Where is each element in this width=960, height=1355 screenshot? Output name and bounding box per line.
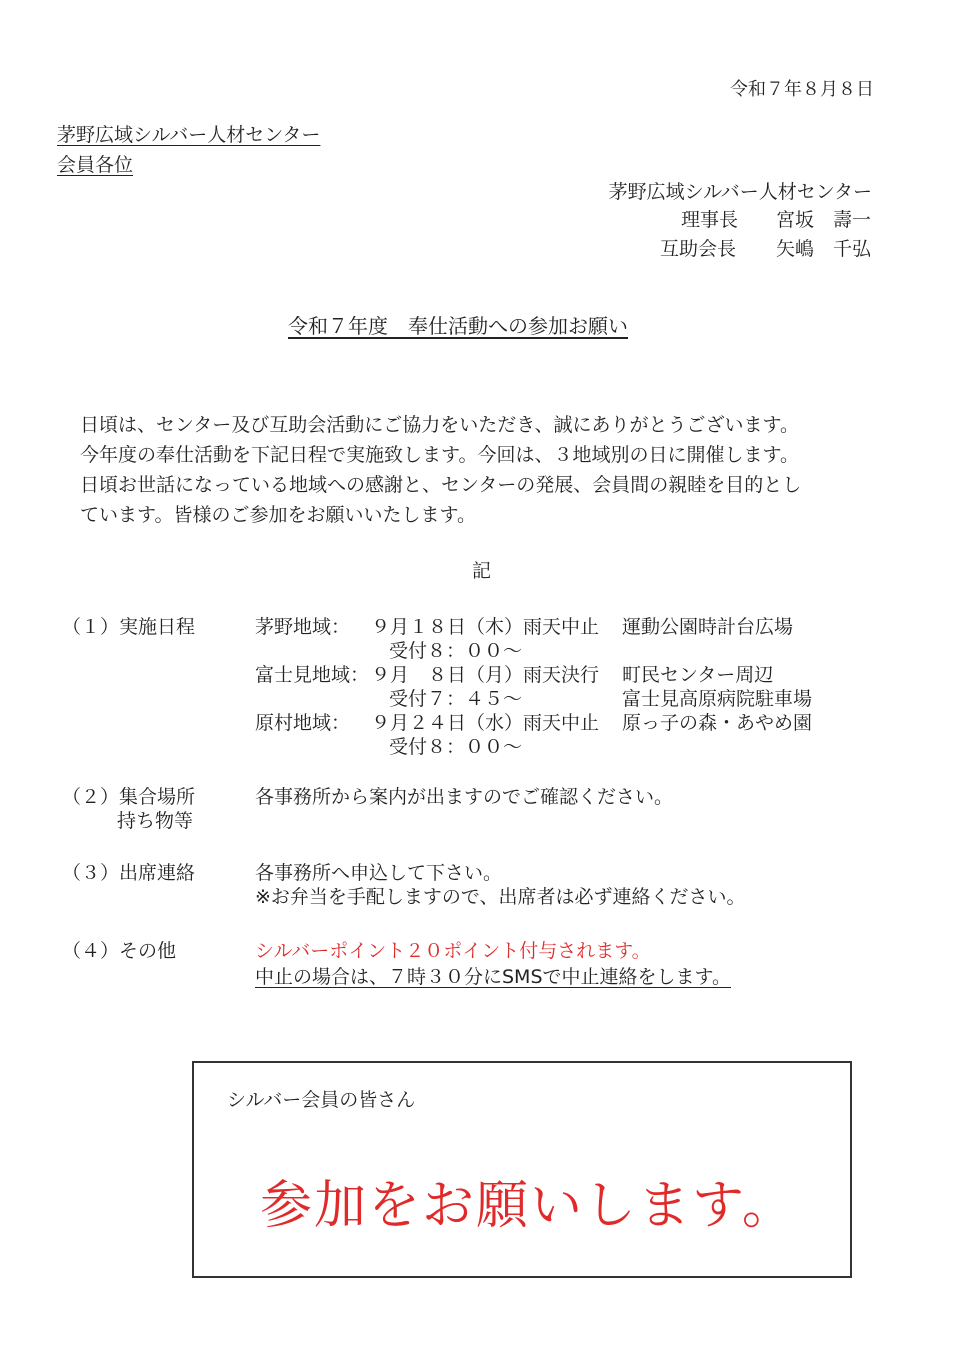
section-4-label: （４）その他 (62, 940, 177, 962)
chino-date: ９月１８日（木）雨天中止 (371, 616, 600, 638)
silver-points-note: シルバーポイント２０ポイント付与されます。 (255, 940, 651, 962)
section-2-text: 各事務所から案内が出ますのでご確認ください。 (255, 786, 674, 808)
chino-reception: 受付８：００～ (389, 640, 523, 662)
section-1-label: （１）実施日程 (62, 616, 196, 638)
notice-message: 参加をお願いします。 (260, 1176, 796, 1236)
body-line-3: 日頃お世話になっている地域への感謝と、センターの発展、会員間の親睦を目的とし (80, 474, 802, 496)
ki-mark: 記 (472, 560, 492, 582)
haramura-reception: 受付８：００～ (389, 736, 523, 758)
chino-place: 運動公園時計台広場 (622, 616, 794, 638)
haramura-place: 原っ子の森・あやめ園 (622, 712, 813, 734)
schedule-label: 茅野地域： (255, 616, 351, 638)
section-3-text-2: ※お弁当を手配しますので、出席者は必ず連絡ください。 (255, 886, 746, 908)
section-2-sublabel: 持ち物等 (117, 810, 194, 832)
haramura-area: 原村地域： (255, 712, 351, 734)
body-line-2: 今年度の奉仕活動を下記日程で実施致します。今回は、３地域別の日に開催します。 (80, 444, 799, 466)
section-3-text-1: 各事務所へ申込して下さい。 (255, 862, 503, 884)
fujimi-area: 富士見地域： (255, 664, 370, 686)
section-3-label: （３）出席連絡 (62, 862, 196, 884)
sender-title-chairman: 理事長 (681, 209, 739, 231)
document-title: 令和７年度 奉仕活動への参加お願い (288, 314, 628, 338)
document-date: 令和７年８月８日 (730, 79, 874, 100)
addressee-organization: 茅野広域シルバー人材センター (57, 124, 321, 146)
fujimi-date: ９月 ８日（月）雨天決行 (371, 664, 600, 686)
haramura-date: ９月２４日（水）雨天中止 (371, 712, 600, 734)
sender-name-chairman: 宮坂 壽一 (776, 209, 872, 231)
sender-name-mutual-aid-chair: 矢嶋 千弘 (776, 238, 872, 260)
addressee-members: 会員各位 (57, 154, 134, 176)
notice-heading: シルバー会員の皆さん (227, 1089, 416, 1111)
sender-organization: 茅野広域シルバー人材センター (608, 181, 872, 203)
fujimi-reception: 受付７：４５～ (389, 688, 523, 710)
notice-box (192, 1061, 852, 1278)
cancellation-note: 中止の場合は、７時３０分にSMSで中止連絡をします。 (255, 966, 731, 988)
section-2-label: （２）集合場所 (62, 786, 196, 808)
body-line-4: ています。皆様のご参加をお願いいたします。 (80, 504, 476, 526)
body-line-1: 日頃は、センター及び互助会活動にご協力をいただき、誠にありがとうございます。 (80, 414, 799, 436)
fujimi-place-2: 富士見高原病院駐車場 (622, 688, 813, 710)
sender-title-mutual-aid-chair: 互助会長 (660, 238, 737, 260)
fujimi-place: 町民センター周辺 (622, 664, 774, 686)
